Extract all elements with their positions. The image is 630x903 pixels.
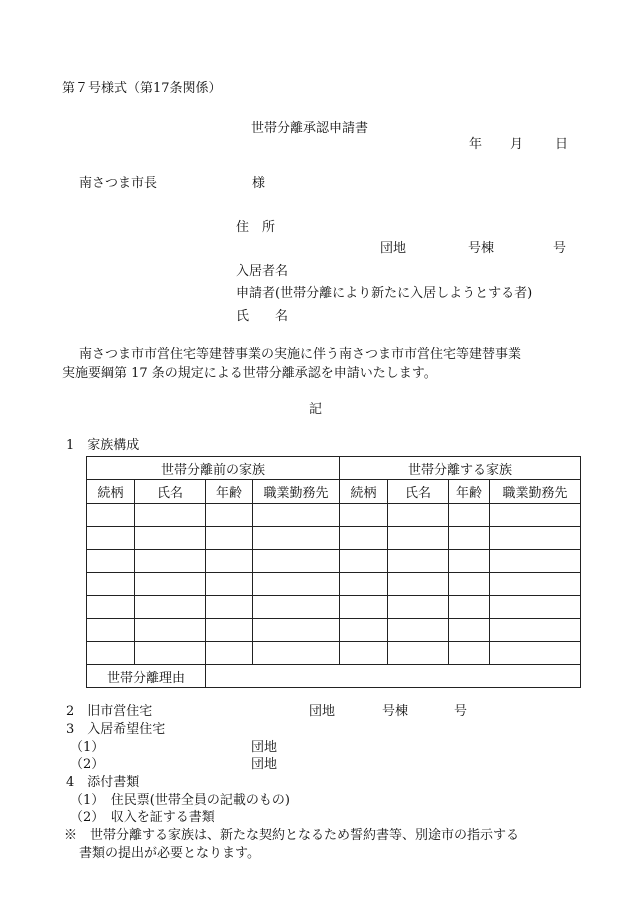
table-cell[interactable]	[135, 573, 206, 596]
table-cell[interactable]	[449, 573, 490, 596]
note-line2: 書類の提出が必要となります。	[79, 846, 260, 861]
table-cell[interactable]	[340, 642, 388, 665]
table-cell[interactable]	[490, 550, 581, 573]
table-row	[87, 596, 581, 619]
table-cell[interactable]	[87, 550, 135, 573]
table-row	[87, 504, 581, 527]
table-cell[interactable]	[388, 527, 449, 550]
family-composition-table	[86, 456, 581, 688]
column-header: 年齢	[206, 480, 253, 504]
table-cell[interactable]	[87, 527, 135, 550]
column-header: 続柄	[340, 480, 388, 504]
table-cell[interactable]	[135, 504, 206, 527]
document-title: 世帯分離承認申請書	[251, 121, 369, 136]
date-year-label: 年	[469, 137, 483, 152]
form-number: 第７号様式（第17条関係）	[62, 81, 222, 96]
table-cell[interactable]	[253, 550, 340, 573]
table-cell[interactable]	[449, 642, 490, 665]
table-cell[interactable]	[490, 596, 581, 619]
table-cell[interactable]	[449, 596, 490, 619]
body-text-line1: 南さつま市市営住宅等建替事業の実施に伴う南さつま市市営住宅等建替事業	[79, 347, 522, 362]
section3-danchi1-label: 団地	[251, 740, 278, 755]
table-cell[interactable]	[253, 573, 340, 596]
body-text-line2: 実施要綱第 17 条の規定による世帯分離承認を申請いたします。	[62, 366, 437, 381]
table-cell[interactable]	[388, 550, 449, 573]
table-cell[interactable]	[490, 642, 581, 665]
applicant-label: 申請者(世帯分離により新たに入居しようとする者)	[236, 286, 533, 301]
section2-danchi-label: 団地	[309, 704, 336, 719]
table-cell[interactable]	[253, 642, 340, 665]
table-cell[interactable]	[490, 573, 581, 596]
table-cell[interactable]	[388, 619, 449, 642]
table-row	[87, 619, 581, 642]
table-cell[interactable]	[87, 642, 135, 665]
table-cell[interactable]	[340, 573, 388, 596]
table-row	[87, 550, 581, 573]
table-cell[interactable]	[206, 550, 253, 573]
address-label: 住 所	[236, 220, 276, 235]
table-cell[interactable]	[206, 504, 253, 527]
table-cell[interactable]	[135, 619, 206, 642]
table-cell[interactable]	[87, 596, 135, 619]
table-row	[87, 527, 581, 550]
table-cell[interactable]	[388, 642, 449, 665]
column-header: 職業勤務先	[253, 480, 340, 504]
table-cell[interactable]	[388, 504, 449, 527]
table-cell[interactable]	[87, 504, 135, 527]
section3-danchi2-label: 団地	[251, 757, 278, 772]
section1-heading: 1 家族構成	[66, 438, 140, 453]
table-cell[interactable]	[340, 504, 388, 527]
address-danchi-label: 団地	[380, 241, 407, 256]
table-cell[interactable]	[87, 573, 135, 596]
table-cell[interactable]	[206, 573, 253, 596]
date-month-label: 月	[510, 137, 524, 152]
table-cell[interactable]	[253, 527, 340, 550]
reason-label: 世帯分離理由	[87, 665, 206, 688]
section4-item2: （2） 収入を証する書類	[70, 810, 215, 825]
table-cell[interactable]	[490, 504, 581, 527]
group-header-after: 世帯分離する家族	[340, 457, 581, 480]
table-cell[interactable]	[449, 527, 490, 550]
group-header-before: 世帯分離前の家族	[87, 457, 340, 480]
table-cell[interactable]	[253, 619, 340, 642]
section2-go-label: 号	[454, 704, 468, 719]
table-cell[interactable]	[340, 596, 388, 619]
name-label: 氏 名	[236, 309, 289, 324]
address-goto-label: 号棟	[468, 241, 495, 256]
resident-name-label: 入居者名	[236, 264, 289, 279]
address-go-label: 号	[553, 241, 567, 256]
section3-item1: （1）	[70, 740, 105, 755]
table-cell[interactable]	[206, 642, 253, 665]
table-cell[interactable]	[340, 527, 388, 550]
column-header: 氏名	[135, 480, 206, 504]
table-cell[interactable]	[340, 619, 388, 642]
table-cell[interactable]	[135, 550, 206, 573]
table-cell[interactable]	[87, 619, 135, 642]
note-line1: ※ 世帯分離する家族は、新たな契約となるため誓約書等、別途市の指示する	[64, 828, 520, 843]
table-cell[interactable]	[206, 596, 253, 619]
section4-item1: （1） 住民票(世帯全員の記載のもの)	[70, 793, 290, 808]
section2-label: 2 旧市営住宅	[66, 704, 153, 719]
table-cell[interactable]	[490, 619, 581, 642]
section4-label: 4 添付書類	[66, 775, 140, 790]
column-header: 年齢	[449, 480, 490, 504]
table-cell[interactable]	[135, 596, 206, 619]
table-cell[interactable]	[206, 619, 253, 642]
table-row	[87, 642, 581, 665]
table-cell[interactable]	[253, 596, 340, 619]
addressee-mayor: 南さつま市長	[79, 176, 158, 191]
table-row	[87, 573, 581, 596]
table-cell[interactable]	[490, 527, 581, 550]
table-cell[interactable]	[449, 504, 490, 527]
table-cell[interactable]	[340, 550, 388, 573]
table-cell[interactable]	[135, 642, 206, 665]
table-cell[interactable]	[388, 573, 449, 596]
reason-row	[87, 665, 581, 688]
date-day-label: 日	[555, 137, 569, 152]
table-cell[interactable]	[449, 619, 490, 642]
section3-item2: （2）	[70, 757, 105, 772]
table-cell[interactable]	[135, 527, 206, 550]
column-header: 職業勤務先	[490, 480, 581, 504]
column-header: 氏名	[388, 480, 449, 504]
table-cell[interactable]	[206, 527, 253, 550]
ki-label: 記	[309, 402, 323, 417]
table-cell[interactable]	[388, 596, 449, 619]
section2-goto-label: 号棟	[382, 704, 409, 719]
addressee-honorific: 様	[252, 176, 266, 191]
reason-field[interactable]	[206, 665, 581, 688]
table-cell[interactable]	[449, 550, 490, 573]
section3-label: 3 入居希望住宅	[66, 722, 166, 737]
table-cell[interactable]	[253, 504, 340, 527]
column-header: 続柄	[87, 480, 135, 504]
